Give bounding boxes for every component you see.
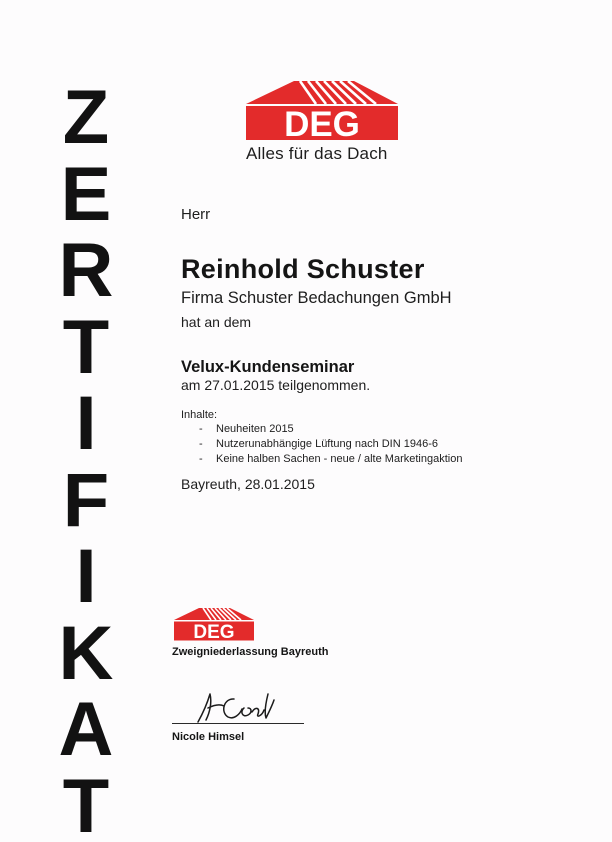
title-letter: F [62, 457, 110, 543]
handwritten-signature [194, 690, 294, 726]
recipient-name: Reinhold Schuster [181, 254, 425, 284]
participation-text: am 27.01.2015 teilgenommen. [181, 377, 371, 393]
list-item: - Neuheiten 2015 [199, 423, 294, 435]
contents-label: Inhalte: [181, 409, 218, 421]
seminar-title: Velux-Kundenseminar [181, 358, 355, 376]
logo-slogan: Alles für das Dach [246, 144, 388, 163]
vertical-title-zertifikat [40, 75, 132, 842]
deg-logo [242, 78, 402, 142]
signature-line [172, 723, 304, 724]
list-item-text: Nutzerunabhängige Lüftung nach DIN 1946-6 [216, 438, 438, 450]
salutation: Herr [181, 206, 211, 223]
branch-logo-graphic [172, 606, 256, 642]
logo-text: DEG [284, 105, 360, 142]
title-letter: Z [62, 75, 110, 160]
title-letter: I [75, 534, 97, 619]
recipient-company: Firma Schuster Bedachungen GmbH [181, 289, 452, 307]
signature-graphic [194, 690, 294, 726]
title-letter: R [58, 228, 114, 313]
branch-name: Zweigniederlassung Bayreuth [172, 646, 329, 658]
title-letter: A [58, 687, 114, 772]
list-item-text: Neuheiten 2015 [216, 423, 294, 435]
branch-logo [172, 606, 256, 642]
title-letter: K [58, 610, 114, 696]
list-item: - Keine halben Sachen - neue / alte Marketingaktion [199, 453, 463, 465]
contents-list [199, 422, 462, 467]
title-letter: E [60, 151, 112, 237]
list-item-text: Keine halben Sachen - neue / alte Marketingaktion [216, 453, 463, 465]
title-letter: I [75, 381, 97, 466]
roof-icon [174, 608, 254, 620]
place-date: Bayreuth, 28.01.2015 [181, 476, 315, 492]
title-letter: T [62, 763, 110, 842]
roof-icon [246, 81, 398, 104]
signer-name: Nicole Himsel [172, 731, 245, 743]
intro-text: hat an dem [181, 314, 252, 330]
deg-logo-graphic [242, 78, 402, 142]
title-letter: T [62, 304, 110, 390]
branch-logo-text: DEG [193, 622, 235, 642]
list-item: - Nutzerunabhängige Lüftung nach DIN 1946-6 [199, 438, 438, 450]
